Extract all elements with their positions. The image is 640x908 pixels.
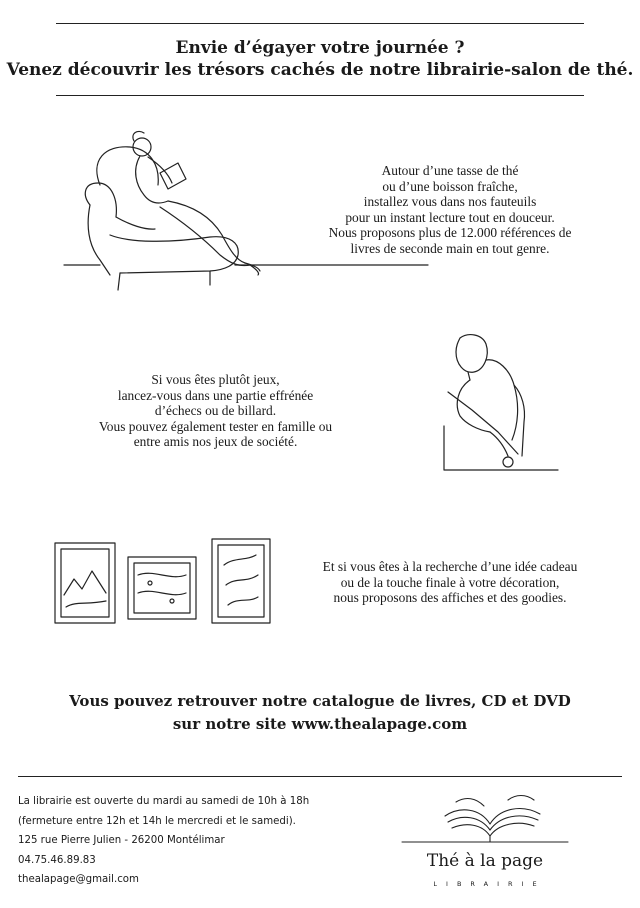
catalogue-cta-line-2: sur notre site www.thealapage.com [172, 715, 468, 733]
gifts-paragraph [290, 559, 610, 606]
reading-line: ou d’une boisson fraîche, [382, 178, 518, 194]
gifts-line: Et si vous êtes à la recherche d’une idée cadeau [322, 559, 578, 574]
address-text: 125 rue Pierre Julien - 26200 Montélimar [18, 835, 225, 847]
games-line: Vous pouvez également tester en famille ou [98, 418, 333, 434]
reading-line: livres de seconde main en tout genre. [350, 240, 550, 256]
footer-divider [18, 776, 622, 777]
brand-subtitle: LIBRAIRIE [433, 880, 546, 888]
games-line: entre amis nos jeux de société. [133, 434, 298, 450]
top-divider [56, 23, 584, 24]
reading-line: pour un instant lecture tout en douceur. [345, 209, 555, 225]
open-book-icon [400, 786, 570, 848]
brand-logo [400, 786, 570, 896]
games-line: Si vous êtes plutôt jeux, [151, 372, 280, 387]
catalogue-cta-line-1: Vous pouvez retrouver notre catalogue de livres, CD et DVD [69, 692, 571, 710]
closure-text: (fermeture entre 12h et 14h le mercredi et le samedi). [18, 815, 296, 827]
phone-text: 04.75.46.89.83 [18, 854, 96, 866]
games-line: lancez-vous dans une partie effrénée [117, 387, 314, 403]
games-line: d’échecs ou de billard. [154, 403, 277, 419]
headline-line-2: Venez découvrir les trésors cachés de notre librairie-salon de thé. [6, 60, 634, 80]
reading-paragraph [280, 163, 620, 257]
headline-line-1: Envie d’égayer votre journée ? [175, 38, 465, 58]
header-bottom-divider [56, 95, 584, 96]
opening-hours-text: La librairie est ouverte du mardi au samedi de 10h à 18h [18, 796, 310, 807]
brand-name: Thé à la page [426, 851, 544, 871]
gifts-line: nous proposons des affiches et des goodies. [333, 590, 567, 606]
billiard-player-illustration [438, 330, 563, 480]
reading-line: Nous proposons plus de 12.000 références de [328, 225, 572, 241]
gifts-line: ou de la touche finale à votre décoration, [340, 574, 560, 590]
games-paragraph [58, 372, 373, 450]
email-text: thealapage@gmail.com [18, 874, 139, 886]
reading-line: installez vous dans nos fauteuils [363, 194, 537, 210]
reading-line: Autour d’une tasse de thé [381, 163, 519, 178]
framed-posters-illustration [50, 535, 275, 630]
footer-contact-block [18, 792, 309, 890]
